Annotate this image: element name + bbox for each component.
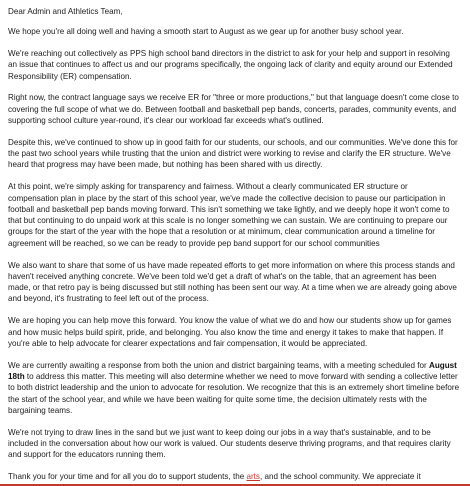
thanks-text-before: Thank you for your time and for all you do to support students, the bbox=[8, 472, 247, 481]
meeting-text-before: We are currently awaiting a response from both the union and district bargaining teams, with a meeting scheduled for bbox=[8, 360, 429, 370]
thanks-text-after: , and the school community. We appreciate it bbox=[259, 472, 421, 481]
paragraph-good-faith: Despite this, we've continued to show up in good faith for our students, our schools, and our communities. We've done this for the past two school years while trusting that the union and district were working to revise and clarify the ER structure. We've heard that progress may have been made, but nothing has been shared with us directly. bbox=[8, 137, 458, 170]
paragraph-intro: We hope you're all doing well and having a smooth start to August as we gear up for another busy school year. bbox=[8, 27, 404, 37]
meeting-text-after: to address this matter. This meeting will also determine whether we need to move forward with sending a collective letter to both district leadership and the union to advocate for resolution. We recognize that this is an extremely short timeline before the start of the school year, and while we have been waiting for quite some time, the decision ultimately rests with the bargaining teams. bbox=[8, 371, 460, 415]
letter-greeting: Dear Admin and Athletics Team, bbox=[8, 7, 123, 16]
paragraph-repeated-efforts: We also want to share that some of us have made repeated efforts to get more information on where this process stands and haven't received anything concrete. We've been told we'd get a draft of what's on the table, that an agreement has been made, or that retro pay is being discussed but still nothing has been sent our way. At a time when we are already going above and beyond, it's frustrating to feel left out of the process. bbox=[8, 260, 457, 304]
spellcheck-marked-word: arts bbox=[246, 472, 260, 481]
meeting-date: August 18th bbox=[8, 360, 457, 381]
paragraph-thanks bbox=[8, 471, 460, 482]
paragraph-contract-language: Right now, the contract language says we receive ER for "three or more productions," but that language doesn't come close to covering the full scope of what we do. Between football and basketball pep bands, concerts, parades, community events, and supporting school culture year-round, it's clear our workload far exceeds what's outlined. bbox=[8, 93, 459, 126]
paragraph-meeting bbox=[8, 360, 460, 416]
paragraph-purpose: We're reaching out collectively as PPS high school band directors in the district to ask for your help and support in resolving an issue that continues to affect us and our programs specifically, the ongoing lack of clarity and equity around our Extended Responsibility (ER) compensation. bbox=[8, 49, 453, 81]
paragraph-sustainability: We're not trying to draw lines in the sand but we just want to keep doing our jobs in a way that's sustainable, and to be included in the conversation about how our work is valued. Our students deserve thriving programs, and that requires clarity and support for the educators running them. bbox=[8, 427, 451, 460]
paragraph-pause-decision: At this point, we're simply asking for transparency and fairness. Without a clearly communicated ER structure or compensation plan in place by the start of this school year, we've made the collective decision to pause our participation in football and basketball pep bands moving forward. This isn't something we take lightly, and we deeply hope it won't come to that but continuing to do unpaid work at this scale is no longer something we can sustain. We are continuing to prepare our groups for the start of the year with the hope that a resolution or at minimum, clear communication around a timeline for agreement will be reached, so we can be ready to provide pep band support for our school communities bbox=[8, 182, 450, 248]
paragraph-request-help: We are hoping you can help move this forward. You know the value of what we do and how our students show up for games and how music helps build spirit, pride, and belonging. You also know the time and energy it takes to make that happen. If you're able to help advocate for clearer expectations and fair compensation, it would be appreciated. bbox=[8, 316, 452, 348]
